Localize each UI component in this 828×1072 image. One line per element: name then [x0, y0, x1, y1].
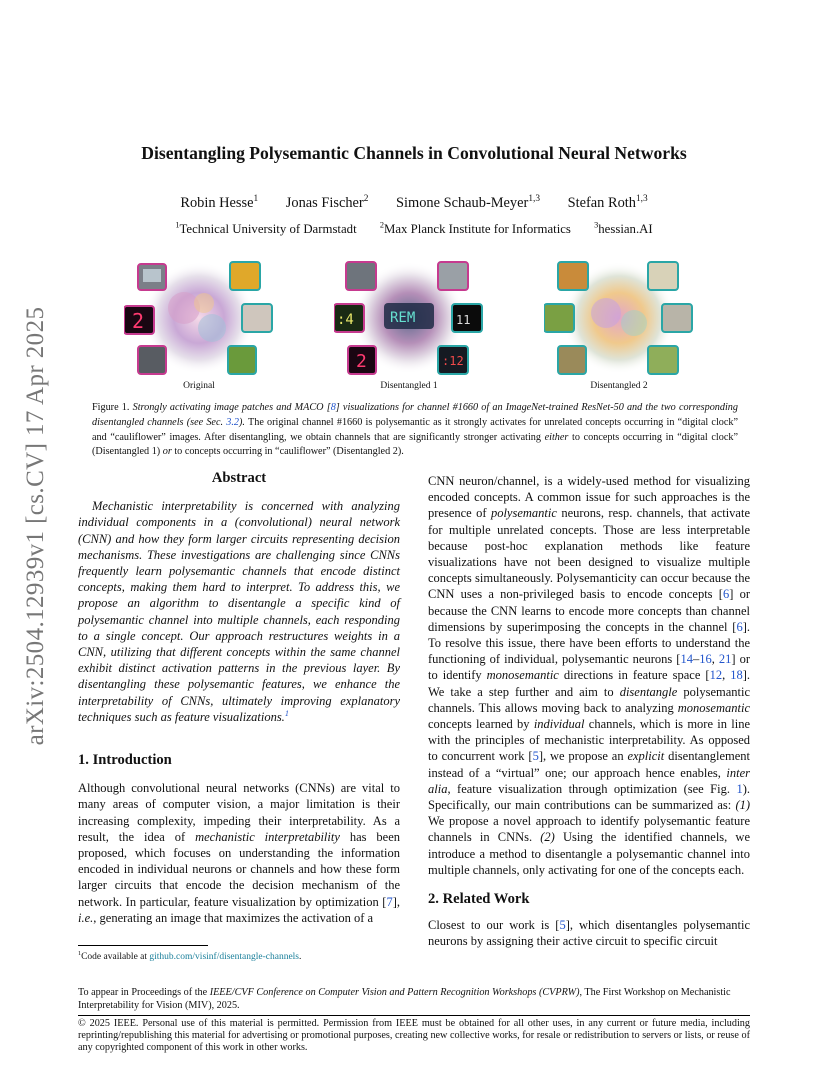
caption-text: to concepts occurring in “cauliflower” (Disentangled 2).	[174, 446, 404, 458]
body-text: ], we propose an	[538, 749, 624, 764]
body-emphasis: polysemantic	[490, 506, 557, 521]
svg-text::4: :4	[337, 312, 354, 328]
affiliation-name: Max Planck Institute for Informatics	[383, 222, 571, 236]
svg-text:2: 2	[132, 309, 145, 333]
author-affiliation-mark: 1,3	[635, 194, 648, 205]
footnote-number: 1	[78, 950, 82, 957]
body-emphasis: explicit	[627, 749, 665, 764]
introduction-heading: 1. Introduction	[78, 752, 172, 769]
body-text: ] or because the CNN learns to encode more concepts than channel dimensions by superimposing the concepts in the channel [	[428, 587, 750, 634]
citation-link[interactable]: 21	[718, 652, 732, 667]
figure-label-disentangled-2: Disentangled 2	[590, 381, 648, 391]
affiliation	[380, 222, 571, 236]
caption-text: to concepts occurring in “digital clock” (Disentangled 1)	[92, 431, 738, 458]
body-text: CNN neuron/channel, is a widely-used method for visualizing encoded concepts. A common issue for such approaches is the presence of	[428, 474, 750, 521]
body-text: directions in feature space [	[563, 668, 710, 683]
body-emphasis: (2)	[540, 830, 555, 845]
svg-text:2: 2	[356, 351, 367, 372]
footnote-text: .	[299, 952, 302, 962]
citation-link[interactable]: 16	[699, 652, 712, 667]
affiliation	[594, 222, 653, 236]
right-column	[428, 473, 750, 950]
body-emphasis: i.e.	[78, 910, 94, 925]
body-text: We propose a novel approach to identify polysemantic feature channels in CNNs.	[428, 814, 750, 845]
related-work-paragraph	[428, 917, 750, 949]
body-text: ,	[711, 652, 715, 667]
code-repository-link[interactable]: github.com/visinf/disentangle-channels	[149, 952, 299, 962]
body-text: ], which disentangles polysemantic neurons by assigning their active circuit to specific circuit	[428, 918, 750, 949]
affiliation-mark: 3	[594, 220, 599, 230]
author-affiliation-mark: 1	[253, 194, 259, 205]
body-emphasis: monosemantic	[486, 668, 559, 683]
citation-link[interactable]: 18	[730, 668, 743, 683]
figure-link[interactable]: 1	[736, 781, 743, 796]
footnote-text: Code available at	[81, 952, 148, 962]
proceedings-notice	[78, 987, 750, 1012]
abstract-heading: Abstract	[211, 470, 267, 486]
caption-text: The original channel #1660 is polysemantic as it strongly activates for unrelated concepts occurring in “digital clock” and “cauliflower” images. After disentangling, we obtain channels that are significantly stronger activating	[92, 416, 738, 443]
author-affiliation-mark: 1,3	[528, 194, 540, 205]
body-text: ,	[722, 668, 726, 683]
body-text: polysemantic channels. This allows moving back to analyzing	[428, 684, 751, 715]
caption-prefix: Figure 1.	[92, 402, 130, 413]
body-emphasis: disentangle	[619, 684, 678, 699]
body-emphasis: inter alia	[428, 765, 751, 796]
figure-panel-disentangled-2	[544, 258, 694, 378]
affiliation	[175, 222, 356, 236]
affiliation-list	[0, 222, 828, 237]
body-text: , generating an image that maximizes the activation of a	[93, 910, 374, 925]
arxiv-identifier-sidebar	[14, 286, 58, 766]
body-emphasis: mechanistic interpretability	[195, 829, 340, 844]
citation-link[interactable]: 6	[722, 587, 730, 602]
body-text: channels, which is more in line with the principles of mechanistic interpretability. As opposed to concurrent work [	[428, 717, 750, 764]
author	[286, 195, 369, 211]
author	[396, 195, 540, 211]
body-text: , feature visualization through optimization (see Fig.	[447, 781, 730, 796]
figure-caption	[92, 401, 738, 460]
citation-link[interactable]: 5	[559, 918, 566, 933]
footnote	[78, 951, 400, 963]
author-name: Stefan Roth	[567, 195, 636, 211]
related-work-heading: 2. Related Work	[428, 891, 530, 908]
footnote-rule	[78, 945, 208, 946]
arxiv-identifier-text: arXiv:2504.12939v1 [cs.CV] 17 Apr 2025	[22, 306, 49, 746]
body-emphasis: (1)	[735, 798, 751, 813]
body-text: ]. We take a step further and aim to	[428, 668, 750, 699]
body-text: Using the identified channels, we introduce a method to disentangle a polysemantic channel into multiple channels, only activating for one of the concepts each.	[428, 830, 751, 877]
affiliation-mark: 2	[379, 220, 384, 230]
author	[568, 195, 648, 211]
body-text: neurons, resp. channels, that activate for multiple unrelated concepts. Those are less interpretable because post-hoc explanation methods like feature visualizations have not been designed to visualize multiple concepts simultaneously. Polysemanticity can occur because the CNN uses a non-privileged basis to encode concepts [	[428, 506, 751, 602]
citation-link[interactable]: 7	[386, 894, 393, 909]
affiliation-name: hessian.AI	[598, 222, 653, 236]
body-text: Closest to our work is [	[428, 918, 560, 933]
caption-emphasis: or	[162, 446, 172, 458]
footnote-mark[interactable]: 1	[284, 708, 289, 718]
author-affiliation-mark: 2	[363, 194, 369, 205]
author-name: Robin Hesse	[180, 195, 254, 211]
body-text: disentanglement instead of a “virtual” one; our approach hence enables,	[428, 749, 750, 780]
notice-text: To appear in Proceedings of the	[78, 987, 208, 998]
citation-link[interactable]: 6	[736, 619, 743, 634]
svg-text:REM: REM	[390, 310, 416, 326]
paper-title: Disentangling Polysemantic Channels in Convolutional Neural Networks	[141, 143, 687, 163]
abstract-text: Mechanistic interpretability is concerned with analyzing individual components in a (convolutional) neural network (CNN) and how they form larger circuits representing decision mechanisms. These investigations are challenging since CNNs frequently learn polysemantic channels that encode distinct concepts, making them hard to interpret. To address this, we propose an algorithm to disentangle a specific kind of polysemantic channel into multiple channels, each responding to a single concept. Our approach restructures weights in a CNN, utilizing that different concepts within the same channel exhibit distinct activation patterns in the previous layer. By disentangling these polysemantic features, we enhance the interpretability of CNNs, ultimately improving explanatory techniques such as feature visualizations.	[78, 499, 400, 724]
citation-link[interactable]: 12	[709, 668, 723, 683]
affiliation-mark: 1	[175, 220, 180, 230]
body-emphasis: individual	[533, 717, 585, 732]
author	[180, 195, 258, 211]
abstract-body	[78, 498, 400, 725]
caption-text: ).	[239, 416, 245, 428]
introduction-paragraph-continued	[428, 473, 750, 878]
figure-label-disentangled-1: Disentangled 1	[380, 381, 438, 391]
figure-panel-original	[124, 258, 274, 378]
left-column	[78, 470, 400, 926]
body-text: Although convolutional neural networks (CNNs) are vital to many areas of computer vision, a major limitation is their increasing complexity, impeding their interpretability. As a result, the idea of	[78, 781, 400, 844]
figure-label-original: Original	[183, 381, 215, 391]
body-text: ] or to identify	[428, 652, 751, 683]
body-text: ). Specifically, our main contributions can be summarized as:	[428, 781, 751, 813]
figure-panel-disentangled-1	[334, 258, 484, 378]
introduction-paragraph	[78, 780, 400, 926]
conference-name: IEEE/CVF Conference on Computer Vision and Pattern Recognition Workshops (CVPRW)	[209, 987, 580, 998]
citation-link[interactable]: 8	[330, 402, 336, 413]
body-text: concepts learned by	[428, 717, 530, 732]
author-list	[0, 195, 828, 212]
notice-text: , The First Workshop on Mechanistic Interpretability for Vision (MIV), 2025.	[78, 987, 731, 1011]
author-name: Simone Schaub-Meyer	[396, 195, 529, 211]
body-text: ]. To resolve this issue, there have been efforts to understand the functioning of individual, polysemantic neurons [	[428, 619, 750, 667]
caption-emphasis: either	[544, 431, 569, 443]
body-text: has been proposed, which focuses on understanding the information encoded in individual neurons or channels and how these form larger circuits that encode the decision mechanism of the network. In particular, feature visualization by optimization [	[78, 829, 400, 909]
copyright-notice: © 2025 IEEE. Personal use of this material is permitted. Permission from IEEE must be obtained for all other uses, in any current or future media, including reprinting/republishing this material for advertising or promotional purposes, creating new collective works, for resale or redistribution to servers or lists, or reuse of any copyrighted component of this work in other works.	[78, 1018, 750, 1054]
author-name: Jonas Fischer	[285, 195, 364, 211]
body-text: –	[692, 652, 700, 667]
body-emphasis: monosemantic	[677, 700, 750, 715]
section-link[interactable]: 3.2	[226, 416, 239, 428]
caption-text: Strongly activating image patches and MACO [	[132, 402, 331, 413]
citation-link[interactable]: 14	[680, 652, 693, 667]
copyright-rule	[78, 1015, 750, 1016]
svg-text:11: 11	[456, 313, 471, 327]
caption-text: ] visualizations for channel #1660 of an ImageNet-trained ResNet-50 and the two corresponding disentangled channels (see Sec.	[92, 402, 738, 428]
affiliation-name: Technical University of Darmstadt	[179, 222, 357, 236]
svg-text::12: :12	[442, 354, 464, 368]
citation-link[interactable]: 5	[532, 749, 539, 764]
body-text: ],	[392, 894, 400, 909]
